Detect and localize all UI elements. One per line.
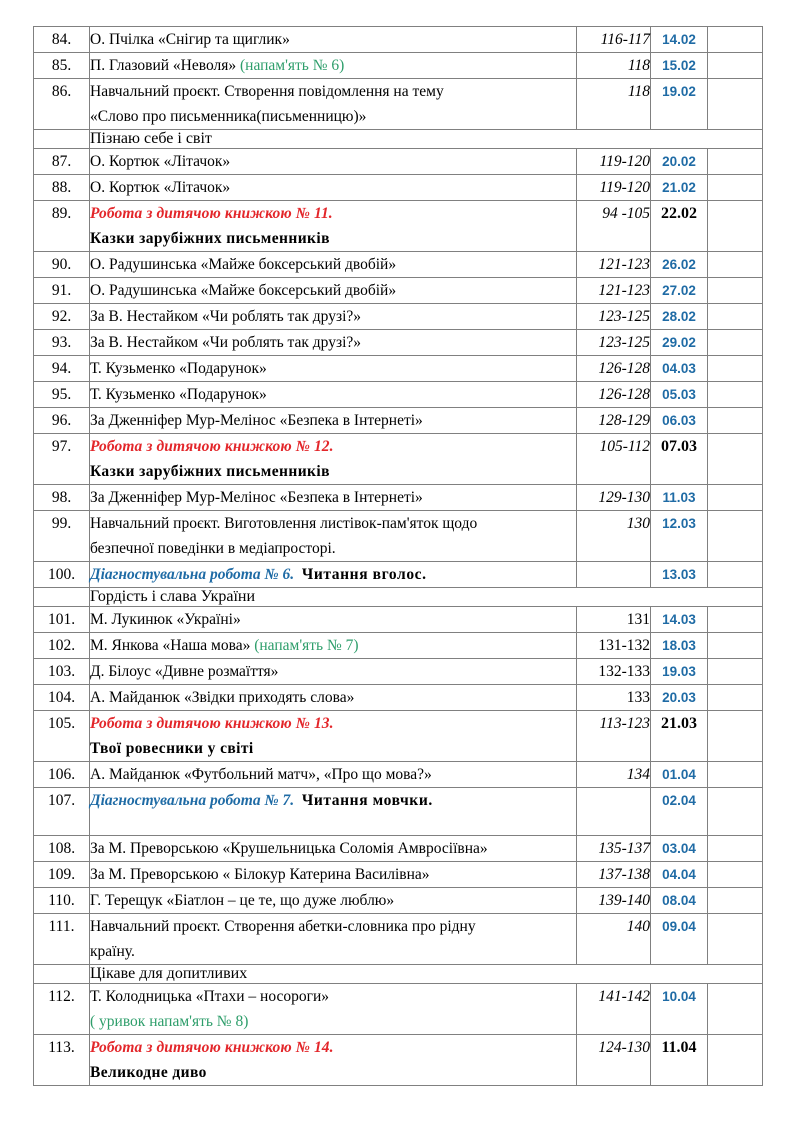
row-date: 12.03 [651, 511, 708, 562]
row-number: 104. [34, 685, 90, 711]
row-pages: 134 [577, 762, 651, 788]
row-number: 100. [34, 562, 90, 588]
row-topic [90, 607, 577, 633]
section-header-row [34, 588, 763, 607]
section-title: Цікаве для допитливих [90, 965, 763, 984]
row-note [708, 27, 763, 53]
row-date: 02.04 [651, 788, 708, 836]
topic-text: За В. Нестайком «Чи роблять так друзі?» [90, 334, 362, 351]
row-topic [90, 862, 577, 888]
row-date: 09.04 [651, 914, 708, 965]
row-date: 04.03 [651, 356, 708, 382]
row-number: 99. [34, 511, 90, 562]
row-date: 20.02 [651, 149, 708, 175]
row-date: 26.02 [651, 252, 708, 278]
topic-text: О. Кортюк «Літачок» [90, 153, 231, 170]
section-title: Пізнаю себе і світ [90, 130, 763, 149]
row-date: 10.04 [651, 984, 708, 1035]
row-number: 95. [34, 382, 90, 408]
row-date: 14.03 [651, 607, 708, 633]
row-number: 107. [34, 788, 90, 836]
row-note [708, 175, 763, 201]
row-note [708, 607, 763, 633]
row-pages: 129-130 [577, 485, 651, 511]
row-date: 19.02 [651, 79, 708, 130]
row-pages: 94 -105 [577, 201, 651, 252]
row-topic [90, 330, 577, 356]
row-note [708, 278, 763, 304]
row-note [708, 788, 763, 836]
row-pages: 124-130 [577, 1035, 651, 1086]
row-number: 86. [34, 79, 90, 130]
row-note [708, 836, 763, 862]
row-date: 21.02 [651, 175, 708, 201]
work-title: Робота з дитячою книжкою № 14. [90, 1039, 334, 1056]
row-topic [90, 888, 577, 914]
row-topic [90, 659, 577, 685]
row-topic [90, 511, 577, 562]
topic-text: М. Янкова «Наша мова» [90, 637, 255, 654]
work-title: Робота з дитячою книжкою № 13. [90, 715, 334, 732]
row-number: 88. [34, 175, 90, 201]
row-number: 91. [34, 278, 90, 304]
topic-text: Т. Колодницька «Птахи – носороги» [90, 988, 330, 1005]
row-topic [90, 762, 577, 788]
work-title: Робота з дитячою книжкою № 11. [90, 205, 333, 222]
row-note [708, 356, 763, 382]
row-note [708, 914, 763, 965]
work-subtitle: Великодне диво [90, 1064, 207, 1081]
row-date: 07.03 [651, 434, 708, 485]
table-row [34, 278, 763, 304]
row-note [708, 304, 763, 330]
topic-text: Навчальний проєкт. Створення абетки-словника про рідну [90, 918, 476, 935]
table-row [34, 836, 763, 862]
row-pages: 123-125 [577, 330, 651, 356]
memorize-note-line2: ( уривок напам'ять № 8) [90, 1013, 249, 1030]
row-pages: 131 [577, 607, 651, 633]
table-row [34, 27, 763, 53]
section-row-spacer [34, 588, 90, 607]
row-number: 98. [34, 485, 90, 511]
row-pages: 126-128 [577, 382, 651, 408]
row-pages: 141-142 [577, 984, 651, 1035]
row-pages: 121-123 [577, 278, 651, 304]
row-date: 01.04 [651, 762, 708, 788]
table-row [34, 79, 763, 130]
row-number: 108. [34, 836, 90, 862]
table-row [34, 252, 763, 278]
row-date: 06.03 [651, 408, 708, 434]
row-topic [90, 711, 577, 762]
table-row [34, 1035, 763, 1086]
row-pages: 139-140 [577, 888, 651, 914]
row-note [708, 330, 763, 356]
row-topic [90, 27, 577, 53]
row-number: 94. [34, 356, 90, 382]
row-note [708, 201, 763, 252]
row-date: 21.03 [651, 711, 708, 762]
row-topic [90, 175, 577, 201]
topic-text: За М. Преворською « Білокур Катерина Василівна» [90, 866, 430, 883]
topic-text: А. Майданюк «Звідки приходять слова» [90, 689, 355, 706]
table-row [34, 862, 763, 888]
row-topic [90, 836, 577, 862]
table-row [34, 888, 763, 914]
section-row-spacer [34, 965, 90, 984]
section-title: Гордість і слава України [90, 588, 763, 607]
row-number: 106. [34, 762, 90, 788]
row-number: 101. [34, 607, 90, 633]
row-pages: 113-123 [577, 711, 651, 762]
work-subtitle: Казки зарубіжних письменників [90, 463, 330, 480]
row-date: 11.03 [651, 485, 708, 511]
row-date: 08.04 [651, 888, 708, 914]
section-row-spacer [34, 130, 90, 149]
row-pages: 135-137 [577, 836, 651, 862]
row-number: 110. [34, 888, 90, 914]
topic-text: За М. Преворською «Крушельницька Соломія Амвросіївна» [90, 840, 488, 857]
row-pages: 119-120 [577, 149, 651, 175]
row-date: 15.02 [651, 53, 708, 79]
row-pages: 126-128 [577, 356, 651, 382]
row-topic [90, 304, 577, 330]
row-topic [90, 149, 577, 175]
topic-text: О. Радушинська «Майже боксерський двобій» [90, 282, 397, 299]
diagnostic-subtitle: Читання мовчки. [301, 792, 433, 809]
topic-text: Навчальний проєкт. Створення повідомлення на тему [90, 83, 444, 100]
row-number: 93. [34, 330, 90, 356]
row-date: 13.03 [651, 562, 708, 588]
work-title: Робота з дитячою книжкою № 12. [90, 438, 334, 455]
row-note [708, 79, 763, 130]
row-topic [90, 633, 577, 659]
row-number: 103. [34, 659, 90, 685]
table-row [34, 914, 763, 965]
topic-text: За В. Нестайком «Чи роблять так друзі?» [90, 308, 362, 325]
row-number: 96. [34, 408, 90, 434]
topic-text: О. Кортюк «Літачок» [90, 179, 231, 196]
table-row [34, 788, 763, 836]
table-row [34, 434, 763, 485]
topic-text: Д. Білоус «Дивне розмаїття» [90, 663, 279, 680]
table-row [34, 382, 763, 408]
work-subtitle: Твої ровесники у світі [90, 740, 254, 757]
row-date: 04.04 [651, 862, 708, 888]
table-row [34, 607, 763, 633]
topic-text: Т. Кузьменко «Подарунок» [90, 360, 267, 377]
topic-text-line2: країну. [90, 943, 135, 960]
row-number: 85. [34, 53, 90, 79]
memorize-note: (напам'ять № 7) [254, 637, 359, 654]
topic-text: О. Пчілка «Снігир та щиглик» [90, 31, 290, 48]
table-row [34, 659, 763, 685]
table-row [34, 685, 763, 711]
row-number: 112. [34, 984, 90, 1035]
table-row [34, 175, 763, 201]
row-topic [90, 278, 577, 304]
row-pages: 133 [577, 685, 651, 711]
row-topic [90, 408, 577, 434]
topic-text: П. Глазовий «Неволя» [90, 57, 240, 74]
row-note [708, 408, 763, 434]
row-note [708, 633, 763, 659]
row-pages: 105-112 [577, 434, 651, 485]
row-topic [90, 201, 577, 252]
row-pages: 118 [577, 79, 651, 130]
diagnostic-title: Діагностувальна робота № 6. [90, 566, 295, 583]
table-row [34, 762, 763, 788]
row-note [708, 149, 763, 175]
row-note [708, 562, 763, 588]
row-note [708, 1035, 763, 1086]
topic-text-line2: «Слово про письменника(письменницю)» [90, 108, 367, 125]
row-number: 90. [34, 252, 90, 278]
row-note [708, 888, 763, 914]
row-note [708, 511, 763, 562]
row-pages: 140 [577, 914, 651, 965]
row-number: 109. [34, 862, 90, 888]
row-note [708, 659, 763, 685]
row-note [708, 434, 763, 485]
table-row [34, 330, 763, 356]
row-date: 03.04 [651, 836, 708, 862]
row-topic [90, 914, 577, 965]
row-number: 92. [34, 304, 90, 330]
row-pages [577, 562, 651, 588]
row-number: 105. [34, 711, 90, 762]
table-row [34, 485, 763, 511]
table-row [34, 304, 763, 330]
row-pages: 119-120 [577, 175, 651, 201]
row-topic [90, 382, 577, 408]
topic-text: О. Радушинська «Майже боксерський двобій» [90, 256, 397, 273]
row-number: 89. [34, 201, 90, 252]
row-pages: 118 [577, 53, 651, 79]
topic-text: М. Лукинюк «Україні» [90, 611, 241, 628]
work-subtitle: Казки зарубіжних письменників [90, 230, 330, 247]
row-number: 113. [34, 1035, 90, 1086]
row-topic [90, 252, 577, 278]
table-row [34, 408, 763, 434]
table-body [34, 27, 763, 1086]
section-header-row [34, 130, 763, 149]
row-note [708, 685, 763, 711]
row-date: 05.03 [651, 382, 708, 408]
topic-text: Т. Кузьменко «Подарунок» [90, 386, 267, 403]
row-note [708, 711, 763, 762]
row-date: 28.02 [651, 304, 708, 330]
row-date: 27.02 [651, 278, 708, 304]
topic-text: Навчальний проєкт. Виготовлення листівок-пам'яток щодо [90, 515, 478, 532]
row-topic [90, 984, 577, 1035]
row-note [708, 762, 763, 788]
memorize-note: (напам'ять № 6) [240, 57, 345, 74]
topic-text-line2: безпечної поведінки в медіапросторі. [90, 540, 336, 557]
row-note [708, 984, 763, 1035]
row-number: 97. [34, 434, 90, 485]
section-header-row [34, 965, 763, 984]
row-date: 20.03 [651, 685, 708, 711]
topic-text: А. Майданюк «Футбольний матч», «Про що мова?» [90, 766, 432, 783]
row-topic [90, 356, 577, 382]
row-topic [90, 685, 577, 711]
row-number: 111. [34, 914, 90, 965]
row-topic [90, 79, 577, 130]
row-date: 22.02 [651, 201, 708, 252]
topic-text: За Дженніфер Мур-Мелінос «Безпека в Інтернеті» [90, 489, 423, 506]
row-pages: 121-123 [577, 252, 651, 278]
row-note [708, 862, 763, 888]
table-row [34, 633, 763, 659]
row-pages: 116-117 [577, 27, 651, 53]
diagnostic-subtitle: Читання вголос. [301, 566, 427, 583]
table-row [34, 711, 763, 762]
row-date: 18.03 [651, 633, 708, 659]
row-pages: 128-129 [577, 408, 651, 434]
topic-text: За Дженніфер Мур-Мелінос «Безпека в Інтернеті» [90, 412, 423, 429]
row-topic [90, 53, 577, 79]
row-note [708, 252, 763, 278]
row-number: 87. [34, 149, 90, 175]
row-filler [90, 813, 576, 835]
row-pages: 137-138 [577, 862, 651, 888]
row-topic [90, 434, 577, 485]
table-row [34, 356, 763, 382]
table-row [34, 201, 763, 252]
row-pages: 130 [577, 511, 651, 562]
row-date: 11.04 [651, 1035, 708, 1086]
row-pages: 132-133 [577, 659, 651, 685]
row-topic [90, 788, 577, 836]
row-note [708, 382, 763, 408]
diagnostic-title: Діагностувальна робота № 7. [90, 792, 295, 809]
reading-plan-table [33, 26, 763, 1086]
row-date: 19.03 [651, 659, 708, 685]
row-number: 102. [34, 633, 90, 659]
row-date: 14.02 [651, 27, 708, 53]
row-pages: 123-125 [577, 304, 651, 330]
row-topic [90, 485, 577, 511]
row-pages: 131-132 [577, 633, 651, 659]
topic-text: Г. Терещук «Біатлон – це те, що дуже люблю» [90, 892, 395, 909]
row-note [708, 485, 763, 511]
row-topic [90, 1035, 577, 1086]
row-pages [577, 788, 651, 836]
table-row [34, 511, 763, 562]
row-topic [90, 562, 577, 588]
row-note [708, 53, 763, 79]
table-row [34, 149, 763, 175]
table-row [34, 53, 763, 79]
table-row [34, 984, 763, 1035]
table-row [34, 562, 763, 588]
row-date: 29.02 [651, 330, 708, 356]
row-number: 84. [34, 27, 90, 53]
